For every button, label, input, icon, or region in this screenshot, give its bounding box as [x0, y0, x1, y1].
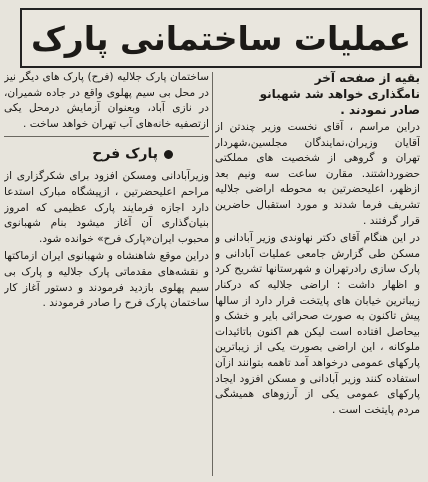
bullet-icon [164, 150, 173, 159]
kicker-line: صادر نمودند . [340, 103, 420, 117]
continuation-note: بقیه از صفحه آخر [314, 71, 420, 85]
paragraph: دراین مراسم ، آقای نخست وزیر چندتن از آقایان وزیران،نمایندگان مجلسین،شهردار تهران و گروهی از شخصیت های مملکتی حضورداشتند. مقارن ساعت سه ونیم بعد ازظهر، اعلیحضرتین به محوطه اراضی جلالیه تشریف فرما شدند و مورد استقبال حاضرین قرار گرفتند . [215, 121, 420, 227]
subhead [4, 143, 173, 165]
section-rule [4, 136, 209, 137]
right-column [215, 70, 420, 480]
intro-paragraph: ساختمان پارک جلالیه (فرح) پارک های دیگر نیز در محل بی سیم پهلوی واقع در جاده شمیران، در نازی آباد، وبعنوان آزمایش درمحل یکی ازتصفیه خانه‌های آب تهران خواهد ساخت . [4, 71, 209, 130]
left-column [4, 70, 209, 480]
headline-box [20, 8, 422, 68]
paragraph: وزیرآبادانی ومسکن افزود برای شکرگزاری از مراحم اعلیحضرتین ، ازپیشگاه مبارک استدعا دارد اجازه فرمایند پارک عظیمی که امروز بنیان‌گذاری آن آغاز میشود بنام شهبانوی محبوب ایران«پارک فرح» خوانده شود. [4, 170, 209, 245]
paragraph: دراین موقع شاهنشاه و شهبانوی ایران ازماکتها و نقشه‌های مقدماتی پارک جلالیه و پارک بی سیم پهلوی بازدید فرمودند و دستور آغاز کار ساختمان پارک فرح را صادر فرمودند . [4, 250, 209, 310]
column-divider [212, 72, 213, 476]
kicker-line: نامگذاری خواهد شد شهبانو [259, 87, 420, 101]
headline: عملیات ساختمانی پارک [30, 18, 412, 58]
subhead-text: پارک فرح [92, 146, 158, 163]
paragraph: در این هنگام آقای دکتر نهاوندی وزیر آبادانی و مسکن طی گزارش جامعی عملیات آبادانی و پارک سازی رادرتهران و شهرستانها تشریح کرد و اظهار داشت : اراضی جلالیه که درکنار زیباترین خیابان های پایتخت قرار دارد از سالها پیش تاکنون به صورت صحرائی بایر و خشک و بیحاصل افتاده است لیکن هم اکنون باتائیدات ملوکانه ، این اراضی بصورت یکی از زیباترین پارکهای عمومی درخواهد آمد تاهمه بتوانند ازآن استفاده کنند وزیر آبادانی و مسکن افزود ایجاد پارکهای عمومی یکی از آرزوهای همیشگی مردم پایتخت است . [215, 232, 420, 416]
